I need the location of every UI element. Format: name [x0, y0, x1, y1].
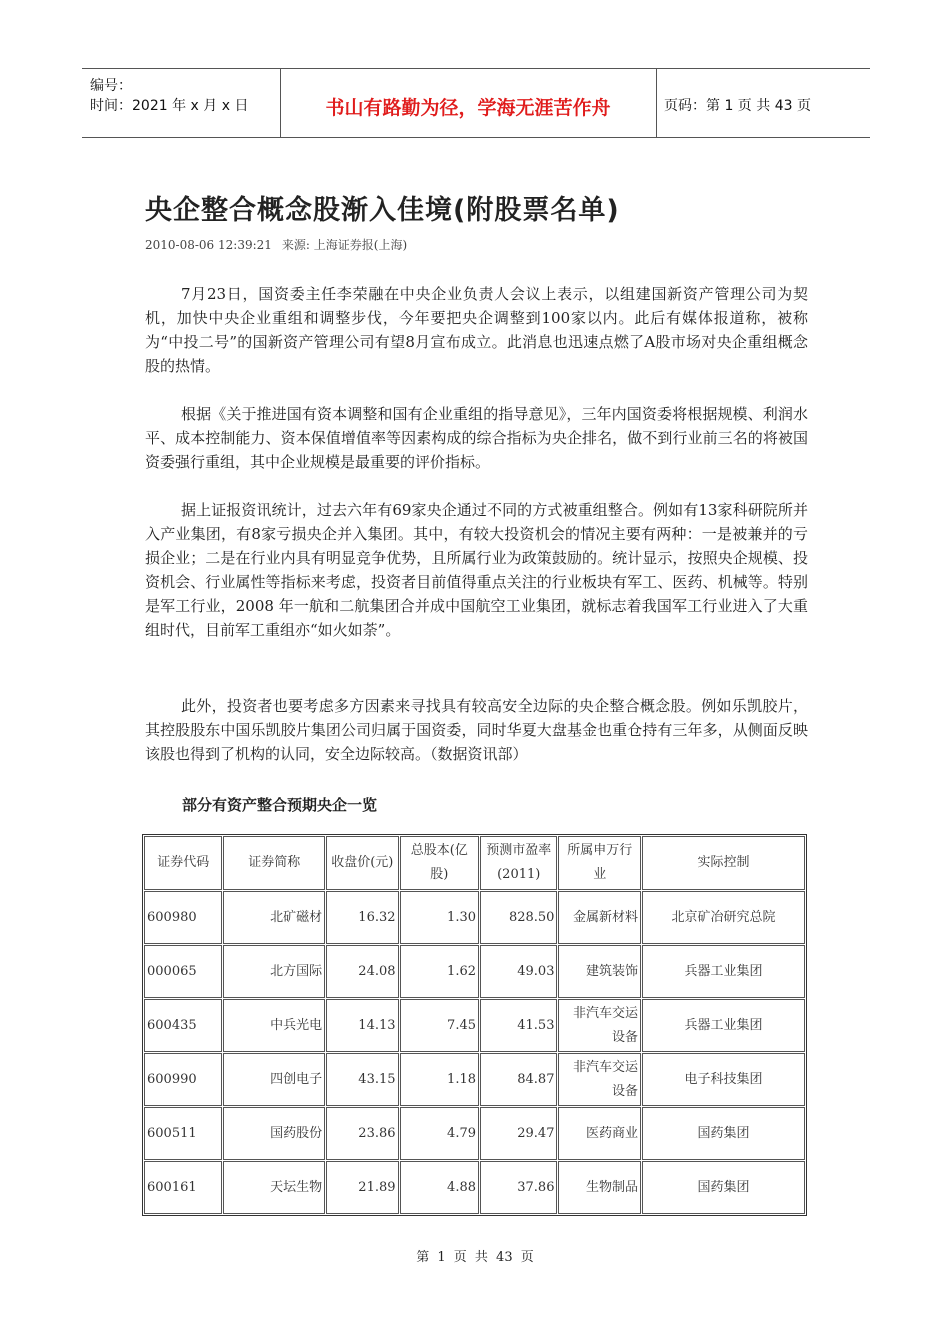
table-row	[144, 999, 805, 1052]
cell-name: 北方国际	[223, 945, 325, 998]
article-paragraph: 7月23日，国资委主任李荣融在中央企业负责人会议上表示，以组建国新资产管理公司为契机，加快中央企业重组和调整步伐，今年要把央企调整到100家以内。此后有媒体报道称，被称为“中投二号”的国新资产管理公司有望8月宣布成立。此消息也迅速点燃了A股市场对央企重组概念股的热情。	[145, 285, 808, 375]
header-page-cell	[656, 69, 870, 137]
header-page-info: 页码：第 1 页 共 43 页	[664, 98, 811, 114]
cell-controller: 北京矿冶研究总院	[642, 891, 805, 944]
cell-pe-2011: 29.47	[480, 1107, 557, 1160]
cell-close-price: 21.89	[326, 1161, 398, 1214]
table-header-row	[144, 836, 805, 890]
cell-code: 600511	[144, 1107, 222, 1160]
table-row	[144, 1161, 805, 1214]
cell-pe-2011: 828.50	[480, 891, 557, 944]
article-paragraph: 根据《关于推进国有资本调整和国有企业重组的指导意见》，三年内国资委将根据规模、利润水平、成本控制能力、资本保值增值率等因素构成的综合指标为央企排名，做不到行业前三名的将被国资委强行重组，其中企业规模是最重要的评价指标。	[145, 405, 808, 471]
stock-table	[142, 834, 807, 1216]
cell-pe-2011: 49.03	[480, 945, 557, 998]
cell-name: 北矿磁材	[223, 891, 325, 944]
cell-total-shares: 7.45	[400, 999, 479, 1052]
cell-code: 600161	[144, 1161, 222, 1214]
document-date: 时间：2021 年 x 月 x 日	[90, 98, 249, 114]
cell-controller: 国药集团	[642, 1107, 805, 1160]
cell-pe-2011: 41.53	[480, 999, 557, 1052]
table-row	[144, 945, 805, 998]
cell-industry: 医药商业	[558, 1107, 641, 1160]
cell-total-shares: 4.88	[400, 1161, 479, 1214]
article-source: 来源: 上海证券报(上海)	[281, 238, 408, 252]
table-row	[144, 1053, 805, 1106]
cell-close-price: 43.15	[326, 1053, 398, 1106]
cell-close-price: 23.86	[326, 1107, 398, 1160]
header-info-cell	[82, 69, 281, 137]
cell-industry: 金属新材料	[558, 891, 641, 944]
cell-pe-2011: 37.86	[480, 1161, 557, 1214]
cell-name: 四创电子	[223, 1053, 325, 1106]
cell-close-price: 24.08	[326, 945, 398, 998]
cell-pe-2011: 84.87	[480, 1053, 557, 1106]
cell-controller: 兵器工业集团	[642, 945, 805, 998]
article-meta	[145, 236, 407, 253]
cell-controller: 国药集团	[642, 1161, 805, 1214]
cell-total-shares: 1.30	[400, 891, 479, 944]
table-row	[144, 891, 805, 944]
cell-controller: 兵器工业集团	[642, 999, 805, 1052]
header-motto-cell	[280, 69, 657, 137]
cell-industry: 非汽车交运设备	[558, 1053, 641, 1106]
table-header-cell: 预测市盈率(2011)	[480, 836, 557, 890]
article-paragraph: 此外，投资者也要考虑多方因素来寻找具有较高安全边际的央企整合概念股。例如乐凯胶片，其控股股东中国乐凯胶片集团公司归属于国资委，同时华夏大盘基金也重仓持有三年多，从侧面反映该股也得到了机构的认同，安全边际较高。（数据资讯部）	[145, 697, 808, 763]
page-header	[82, 68, 870, 138]
table-header-cell: 证券简称	[223, 836, 325, 890]
table-row	[144, 1107, 805, 1160]
cell-code: 600435	[144, 999, 222, 1052]
article-title: 央企整合概念股渐入佳境(附股票名单)	[145, 195, 620, 226]
cell-total-shares: 4.79	[400, 1107, 479, 1160]
table-header-cell: 总股本(亿股)	[400, 836, 479, 890]
cell-code: 600990	[144, 1053, 222, 1106]
article-paragraph: 据上证报资讯统计，过去六年有69家央企通过不同的方式被重组整合。例如有13家科研院所并入产业集团，有8家亏损央企并入集团。其中，有较大投资机会的情况主要有两种：一是被兼并的亏损企业；二是在行业内具有明显竞争优势，且所属行业为政策鼓励的。统计显示，按照央企规模、投资机会、行业属性等指标来考虑，投资者目前值得重点关注的行业板块有军工、医药、机械等。特别是军工行业，2008 年一航和二航集团合并成中国航空工业集团，就标志着我国军工行业进入了大重组时代，目前军工重组亦“如火如荼”。	[145, 501, 808, 639]
table-header-cell: 证券代码	[144, 836, 222, 890]
cell-code: 000065	[144, 945, 222, 998]
table-header-cell: 收盘价(元)	[326, 836, 398, 890]
page-footer: 第 1 页 共 43 页	[416, 1250, 534, 1265]
table-header-cell: 所属申万行业	[558, 836, 641, 890]
cell-code: 600980	[144, 891, 222, 944]
cell-industry: 建筑装饰	[558, 945, 641, 998]
cell-total-shares: 1.18	[400, 1053, 479, 1106]
cell-industry: 非汽车交运设备	[558, 999, 641, 1052]
table-header-cell: 实际控制	[642, 836, 805, 890]
cell-name: 中兵光电	[223, 999, 325, 1052]
cell-controller: 电子科技集团	[642, 1053, 805, 1106]
header-motto: 书山有路勤为径，学海无涯苦作舟	[325, 97, 611, 119]
cell-close-price: 16.32	[326, 891, 398, 944]
cell-total-shares: 1.62	[400, 945, 479, 998]
article-datetime: 2010-08-06 12:39:21	[145, 238, 272, 252]
table-caption: 部分有资产整合预期央企一览	[182, 796, 378, 814]
cell-name: 天坛生物	[223, 1161, 325, 1214]
cell-close-price: 14.13	[326, 999, 398, 1052]
cell-industry: 生物制品	[558, 1161, 641, 1214]
cell-name: 国药股份	[223, 1107, 325, 1160]
document-number-label: 编号：	[90, 78, 132, 94]
